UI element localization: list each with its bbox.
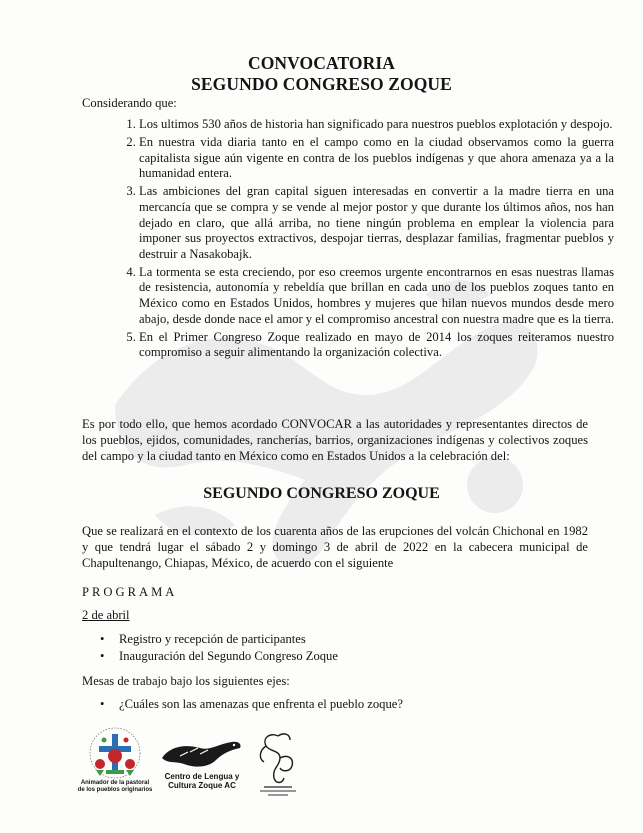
logo-text-line: Animador de la pastoral	[80, 780, 150, 786]
third-logo	[250, 728, 306, 800]
centro-lengua-text	[156, 772, 248, 790]
program-date: 2 de abril	[82, 608, 130, 622]
pastoral-emblem-icon	[82, 726, 148, 782]
list-item: 2. En nuestra vida diaria tanto en el campo como en la ciudad observamos como la guerra capitalista sigue aún vigente en contra de los pueblos indígenas y que ahora amenaza ya a la humanidad entera.	[139, 135, 614, 182]
list-item: 5. En el Primer Congreso Zoque realizado en mayo de 2014 los zoques reiteramos nuestro compromiso a seguir alimentando la organización colectiva.	[139, 330, 614, 361]
convocation-paragraph: Es por todo ello, que hemos acordado CONVOCAR a las autoridades y representantes directos de los pueblos, ejidos, comunidades, rancherías, barrios, organizaciones indígenas y colectivos zoques del campo y la ciudad tanto en México como en Estados Unidos a la celebración del:	[82, 417, 588, 463]
considerations-list	[113, 117, 614, 363]
list-item: 4. La tormenta se esta creciendo, por eso creemos urgente encontrarnos en esas nuestras llamas de resistencia, autonomía y rebeldía que brillan en cada uno de los pueblos zoques tanto en México como en Estados Unidos, hombres y mujeres que hilan nuevos mundos desde mero abajo, desde donde nace el amor y el compromiso ancestral con nuestra madre que es la tierra.	[139, 265, 614, 327]
list-item: • ¿Cuáles son las amenazas que enfrenta el pueblo zoque?	[100, 696, 520, 713]
logo-text-line: Cultura Zoque AC	[168, 781, 236, 790]
bird-icon	[160, 738, 244, 770]
list-item: 1. Los ultimos 530 años de historia han significado para nuestros pueblos explotación y despojo.	[139, 117, 614, 133]
program-items	[100, 631, 520, 665]
list-item: • Inauguración del Segundo Congreso Zoque	[100, 648, 520, 665]
list-item: • Registro y recepción de participantes	[100, 631, 520, 648]
centro-lengua-logo	[160, 738, 244, 798]
logo-text-line: Centro de Lengua y	[164, 772, 240, 781]
title-line-1: CONVOCATORIA	[247, 53, 396, 73]
mesas-items	[100, 696, 520, 713]
list-item: 3. Las ambiciones del gran capital siguen interesadas en convertir a la madre tierra en una mercancía que se compra y se vende al mejor postor y que durante los últimos años, nos han dejado en claro, que allá arriba, no tiene ningún problema en emplear la violencia para imponer sus proyectos extractivos, despojar tierras, desplazar familias, fragmentar pueblos y destruir a Nasakobajk.	[139, 184, 614, 262]
congress-subtitle: SEGUNDO CONGRESO ZOQUE	[203, 485, 440, 502]
mesas-intro: Mesas de trabajo bajo los siguientes ejes:	[82, 674, 290, 688]
document-title	[0, 53, 643, 95]
logo-text-line: de los pueblos originarios	[77, 787, 153, 793]
title-line-2: SEGUNDO CONGRESO ZOQUE	[191, 74, 452, 94]
intro-text: Considerando que:	[82, 96, 177, 110]
context-paragraph: Que se realizará en el contexto de los cuarenta años de las erupciones del volcán Chichonal en 1982 y que tendrá lugar el sábado 2 y domingo 3 de abril de 2022 en la cabecera municipal de Chapultenango, Chiapas, México, de acuerdo con el siguiente	[82, 524, 588, 570]
pastoral-logo	[77, 726, 153, 798]
pastoral-logo-text	[76, 780, 154, 794]
programa-heading: PROGRAMA	[82, 585, 178, 599]
flower-drawing-icon	[250, 728, 306, 800]
